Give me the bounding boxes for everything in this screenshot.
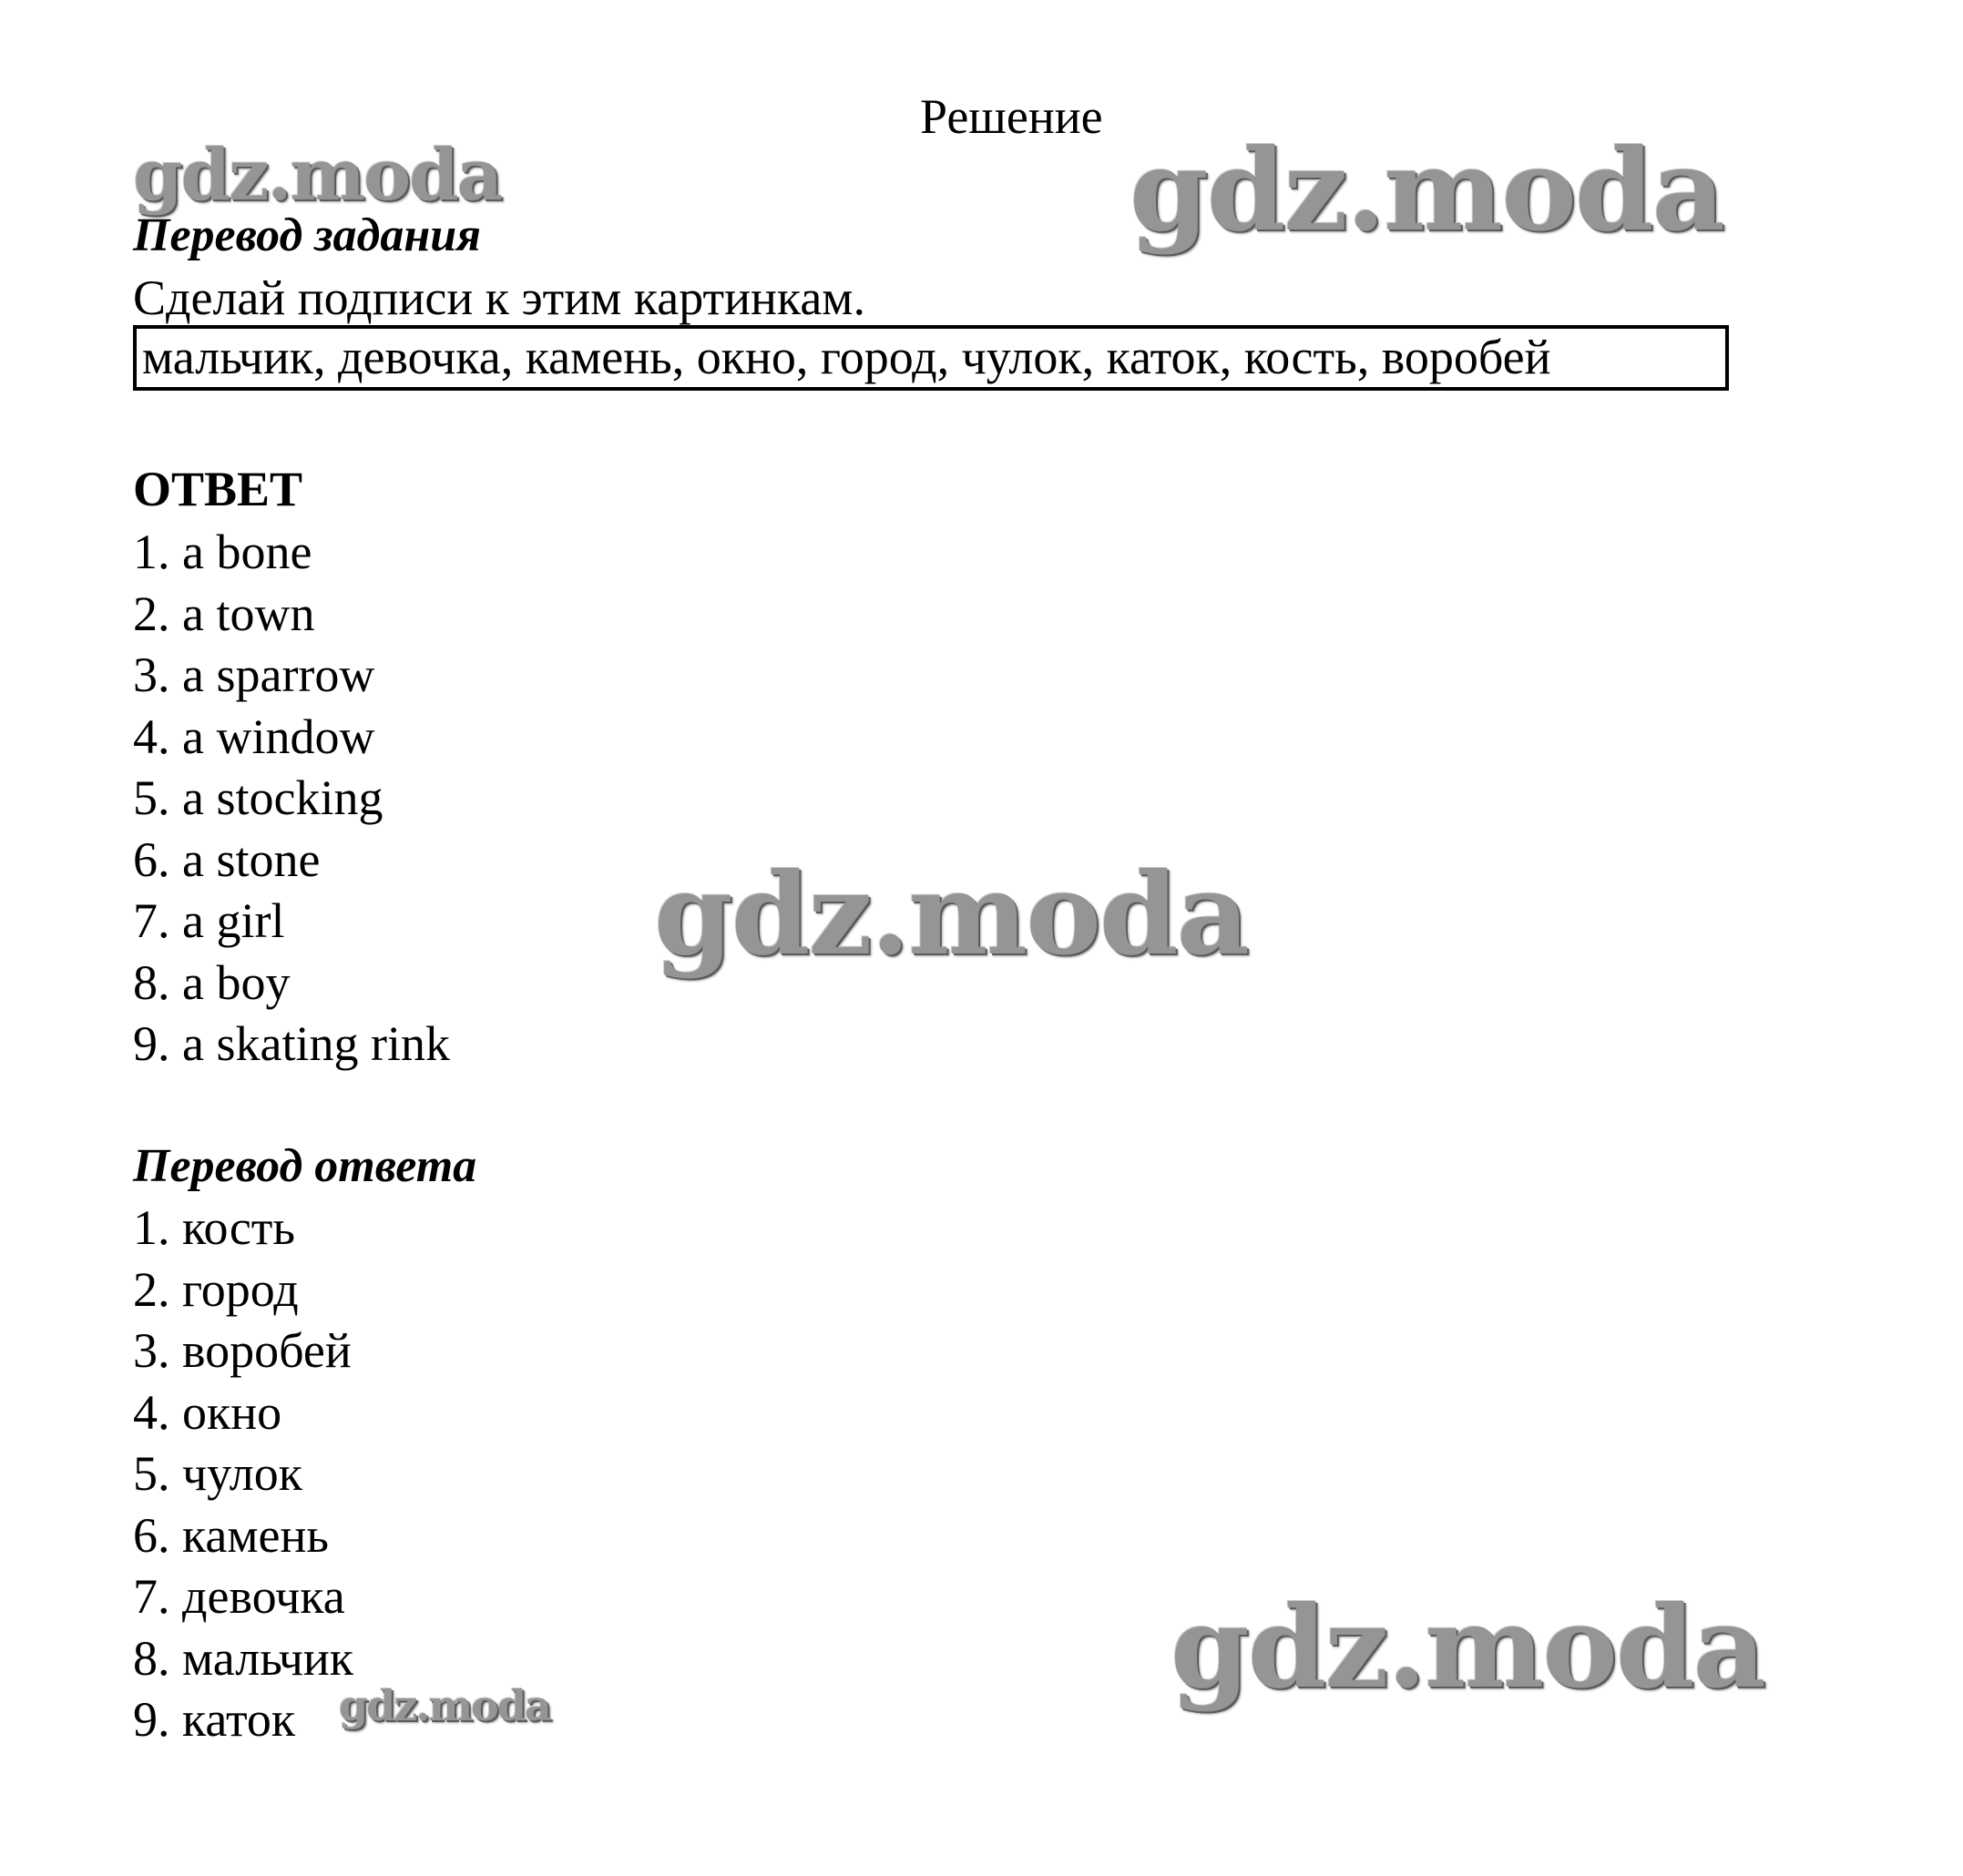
answer-item: 5. a stocking <box>133 770 383 825</box>
answer-translation-item: 1. кость <box>133 1200 296 1255</box>
answer-item: 2. a town <box>133 586 315 641</box>
answer-translation-item: 7. девочка <box>133 1569 345 1624</box>
task-translation-heading: Перевод задания <box>133 209 481 261</box>
answer-item: 9. a skating rink <box>133 1016 450 1071</box>
answer-translation-item: 9. каток <box>133 1692 296 1747</box>
watermark-top-left: gdz.moda <box>133 134 502 217</box>
watermark-middle: gdz.moda <box>654 849 1248 981</box>
answer-translation-item: 3. воробей <box>133 1323 352 1378</box>
watermark-top-right: gdz.moda <box>1130 125 1723 257</box>
answer-item: 6. a stone <box>133 831 321 887</box>
word-bank-box: мальчик, девочка, камень, окно, город, чулок, каток, кость, воробей <box>133 325 1729 391</box>
answer-heading: ОТВЕТ <box>133 462 303 516</box>
answer-translation-item: 4. окно <box>133 1384 282 1440</box>
answer-item: 3. a sparrow <box>133 647 375 702</box>
page-title: Решение <box>920 89 1103 144</box>
answer-translation-item: 6. камень <box>133 1507 330 1563</box>
watermark-bottom-small: gdz.moda <box>339 1681 550 1730</box>
answer-translation-item: 2. город <box>133 1261 299 1317</box>
watermark-bottom-right: gdz.moda <box>1171 1582 1764 1714</box>
answer-translation-item: 8. мальчик <box>133 1630 353 1686</box>
answer-translation-heading: Перевод ответа <box>133 1140 477 1192</box>
task-instruction: Сделай подписи к этим картинкам. <box>133 270 865 325</box>
answer-translation-item: 5. чулок <box>133 1446 302 1501</box>
answer-item: 8. a boy <box>133 954 291 1010</box>
answer-translation-list <box>133 1198 353 1751</box>
answer-item: 1. a bone <box>133 525 312 579</box>
answer-item: 4. a window <box>133 709 375 764</box>
answer-item: 7. a girl <box>133 893 285 948</box>
answer-list <box>133 522 450 1076</box>
